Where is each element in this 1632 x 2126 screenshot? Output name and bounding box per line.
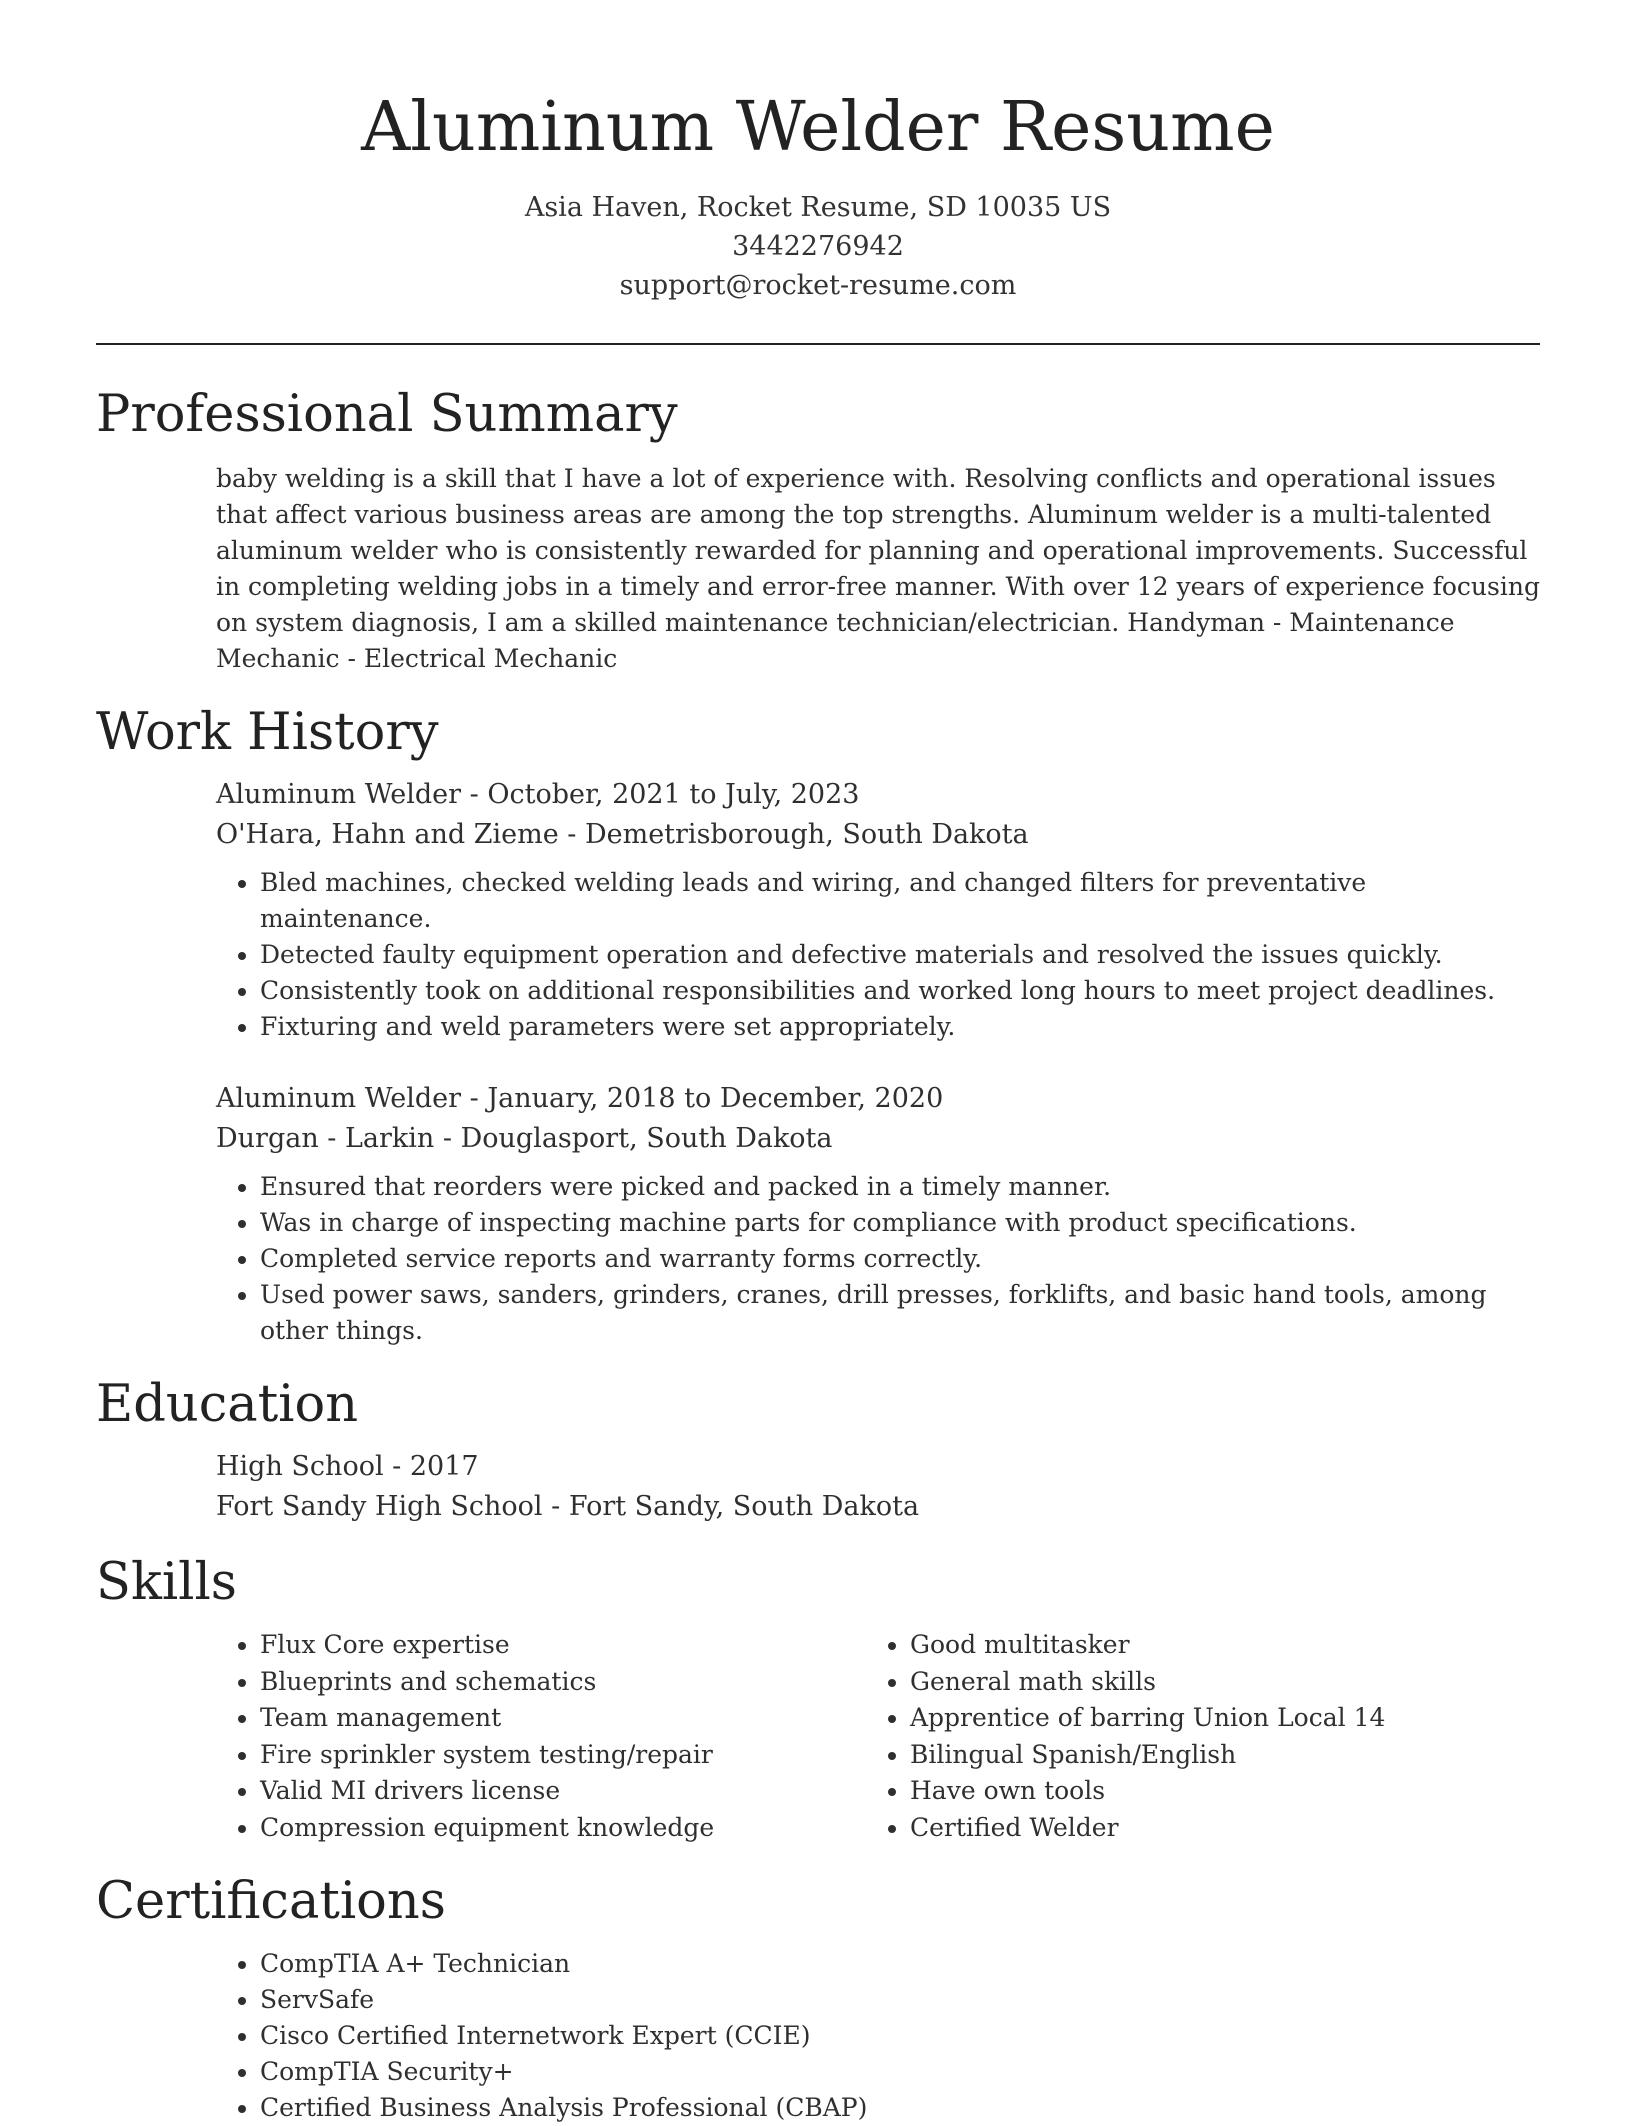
job-bullet: • Fixturing and weld parameters were set appropriately. [260,1009,1540,1045]
job-bullet: • Was in charge of inspecting machine parts for compliance with product specifications. [260,1205,1540,1241]
certifications-heading: Certifications [96,1872,446,1931]
certifications-section [96,1872,1540,2126]
certification-item: • CompTIA Security+ [260,2054,1540,2090]
certification-item: • Certified Business Analysis Professional (CBAP) [260,2090,1540,2126]
contact-address: Asia Haven, Rocket Resume, SD 10035 US [524,192,1112,223]
summary-section [96,385,1540,677]
contact-info [96,188,1540,305]
skills-section [96,1553,1540,1846]
education-heading: Education [96,1375,359,1434]
contact-phone: 3442276942 [732,231,904,262]
education-body [216,1447,1540,1527]
skills-heading: Skills [96,1553,237,1612]
skill-item: • Team management [260,1700,866,1737]
education-section [96,1375,1540,1527]
education-degree-line: High School - 2017 [216,1451,479,1482]
work-history-heading: Work History [96,703,439,762]
skill-item: • Fire sprinkler system testing/repair [260,1737,866,1774]
job-bullet: • Bled machines, checked welding leads and wiring, and changed filters for preventative maintenance. [260,865,1540,937]
job-company-line: Durgan - Larkin - Douglasport, South Dakota [216,1123,833,1154]
resume-page [96,0,1540,2126]
job-bullet: • Detected faulty equipment operation and defective materials and resolved the issues quickly. [260,937,1540,973]
skills-grid [216,1627,1540,1846]
summary-body [216,461,1540,677]
skill-item: • Have own tools [910,1773,1516,1810]
header-divider [96,343,1540,345]
certification-item: • Cisco Certified Internetwork Expert (CCIE) [260,2018,1540,2054]
job-bullets [216,865,1540,1045]
skill-item: • Apprentice of barring Union Local 14 [910,1700,1516,1737]
certification-item: • CompTIA A+ Technician [260,1946,1540,1982]
job-bullets [216,1169,1540,1349]
job-entry [216,775,1540,1045]
skill-item: • Certified Welder [910,1810,1516,1847]
certifications-body [216,1946,1540,2126]
resume-header [96,0,1540,305]
job-entry [216,1079,1540,1349]
skill-item: • General math skills [910,1664,1516,1701]
skills-body [216,1627,1540,1846]
resume-title: Aluminum Welder Resume [361,88,1275,167]
skill-item: • Compression equipment knowledge [260,1810,866,1847]
job-title-line: Aluminum Welder - January, 2018 to December, 2020 [216,1083,944,1114]
job-bullet: • Consistently took on additional responsibilities and worked long hours to meet project deadlines. [260,973,1540,1009]
skills-list-left [216,1627,866,1846]
certifications-list [216,1946,1540,2126]
summary-heading: Professional Summary [96,385,678,444]
education-school-line: Fort Sandy High School - Fort Sandy, South Dakota [216,1491,920,1522]
job-bullet: • Ensured that reorders were picked and packed in a timely manner. [260,1169,1540,1205]
skill-item: • Flux Core expertise [260,1627,866,1664]
work-history-section [96,703,1540,1349]
summary-text: baby welding is a skill that I have a lot of experience with. Resolving conflicts and operational issues that affect various business areas are among the top strengths. Aluminum welder is a multi-talented aluminum welder who is consistently rewarded for planning and operational improvements. Successful in completing welding jobs in a timely and error-free manner. With over 12 years of experience focusing on system diagnosis, I am a skilled maintenance technician/electrician. Handyman - Maintenance Mechanic - Electrical Mechanic [216,464,1540,673]
contact-email: support@rocket-resume.com [619,270,1017,301]
skill-item: • Good multitasker [910,1627,1516,1664]
skill-item: • Valid MI drivers license [260,1773,866,1810]
job-bullet: • Used power saws, sanders, grinders, cranes, drill presses, forklifts, and basic hand tools, among other things. [260,1277,1540,1349]
skills-list-right [866,1627,1516,1846]
skill-item: • Bilingual Spanish/English [910,1737,1516,1774]
work-history-body [216,775,1540,1349]
skill-item: • Blueprints and schematics [260,1664,866,1701]
certification-item: • ServSafe [260,1982,1540,2018]
job-title-line: Aluminum Welder - October, 2021 to July, 2023 [216,779,860,810]
job-bullet: • Completed service reports and warranty forms correctly. [260,1241,1540,1277]
job-company-line: O'Hara, Hahn and Zieme - Demetrisborough, South Dakota [216,819,1029,850]
